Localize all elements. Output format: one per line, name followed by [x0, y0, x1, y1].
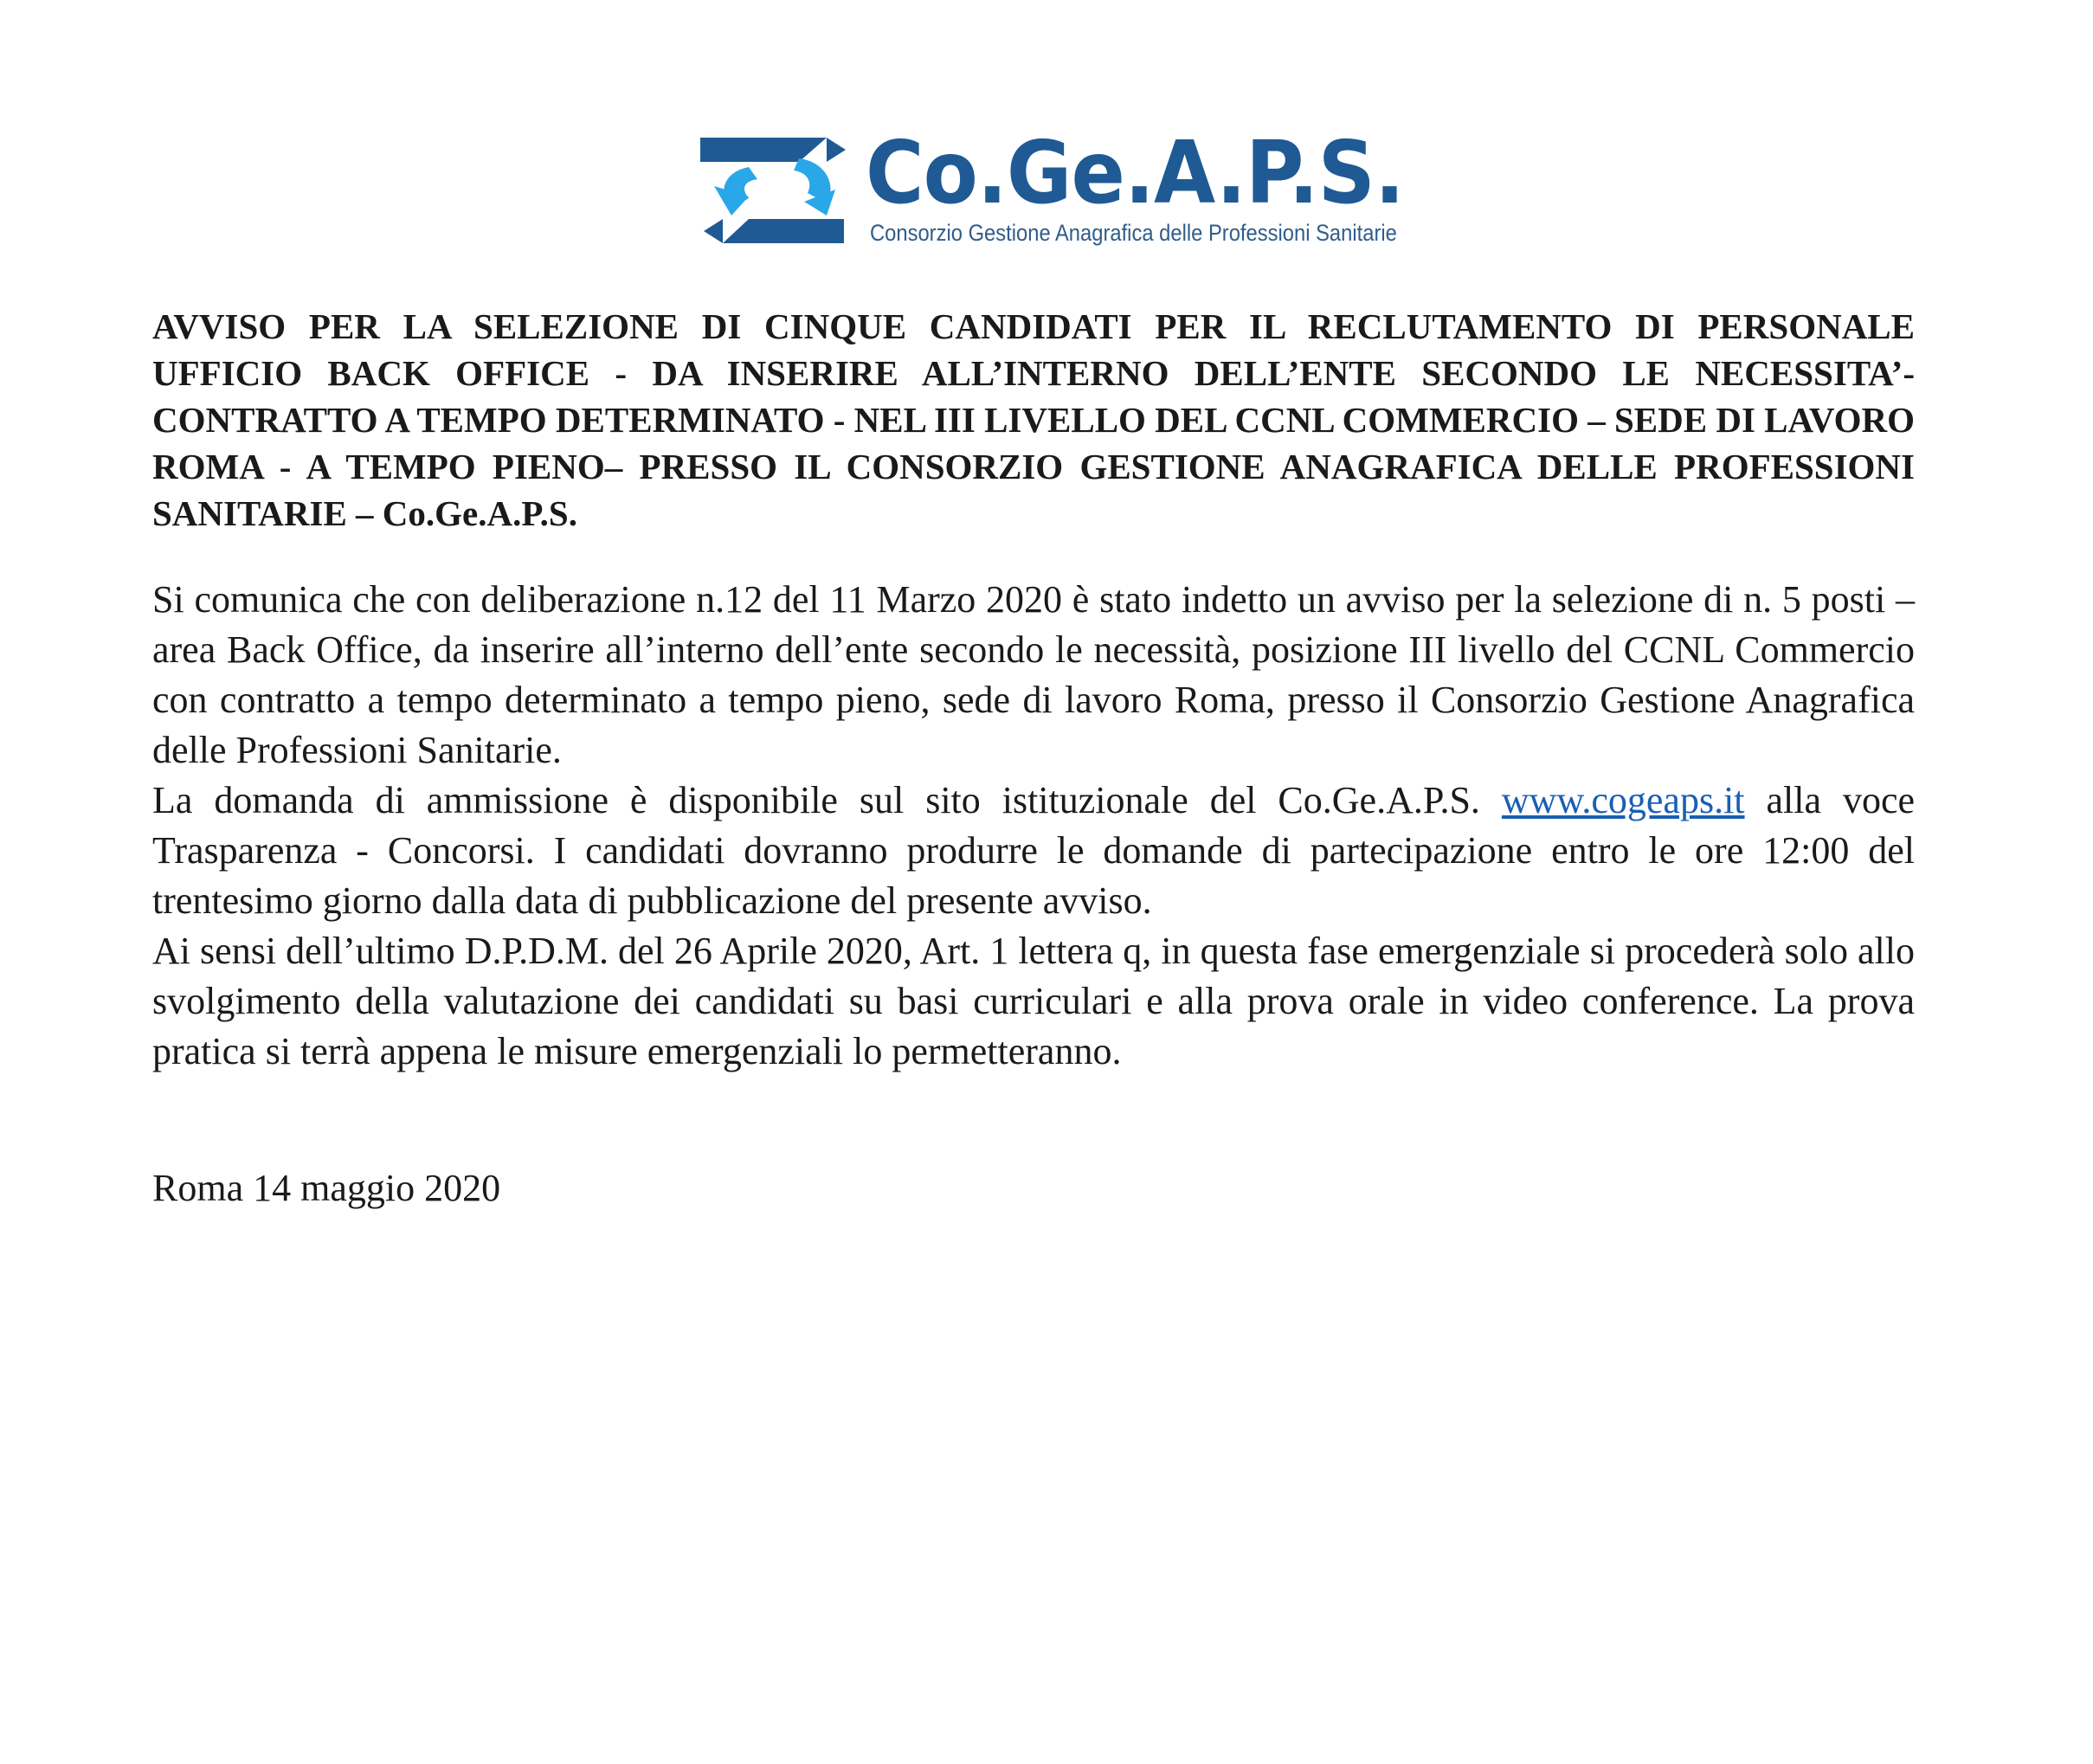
- paragraph-application-start: La domanda di ammissione è disponibile sul sito istituzionale del Co.Ge.A.P.S.: [152, 779, 1502, 821]
- logo-name: Co.Ge.A.P.S.: [866, 122, 1405, 223]
- paragraph-procedure: Ai sensi dell’ultimo D.P.D.M. del 26 Aprile 2020, Art. 1 lettera q, in questa fase emergenziale si procederà solo allo svolgimento della valutazione dei candidati su basi curriculari e alla prova orale in video conference. La prova pratica si terrà appena le misure emergenziali lo permetteranno.: [152, 930, 1915, 1072]
- cogeaps-logo: [697, 122, 1405, 255]
- logo-subtitle: Consorzio Gestione Anagrafica delle Professioni Sanitarie: [870, 220, 1397, 246]
- paragraph-deliberation: Si comunica che con deliberazione n.12 del 11 Marzo 2020 è stato indetto un avviso per la selezione di n. 5 posti – area Back Office, da inserire all’interno dell’ente secondo le necessità, posizione III livello del CCNL Commercio con contratto a tempo determinato a tempo pieno, sede di lavoro Roma, presso il Consorzio Gestione Anagrafica delle Professioni Sanitarie.: [152, 578, 1915, 771]
- paragraph-application-end: alla voce Trasparenza - Concorsi. I candidati dovranno produrre le domande di partecipazione entro le ore 12:00 del trentesimo giorno dalla data di pubblicazione del presente avviso.: [152, 779, 1915, 922]
- arrows-swirl-icon: [697, 132, 853, 254]
- document-body: [152, 303, 1915, 1214]
- notice-heading: AVVISO PER LA SELEZIONE DI CINQUE CANDIDATI PER IL RECLUTAMENTO DI PERSONALE UFFICIO BACK OFFICE - DA INSERIRE ALL’INTERNO DELL’ENTE SECONDO LE NECESSITA’- CONTRATTO A TEMPO DETERMINATO - NEL III LIVELLO DEL CCNL COMMERCIO – SEDE DI LAVORO ROMA - A TEMPO PIENO– PRESSO IL CONSORZIO GESTIONE ANAGRAFICA DELLE PROFESSIONI SANITARIE – Co.Ge.A.P.S.: [152, 306, 1915, 533]
- place-date: Roma 14 maggio 2020: [152, 1167, 501, 1209]
- notice-text: [152, 575, 1915, 1077]
- paragraph-application: [152, 776, 1915, 926]
- website-link[interactable]: www.cogeaps.it: [1501, 779, 1745, 821]
